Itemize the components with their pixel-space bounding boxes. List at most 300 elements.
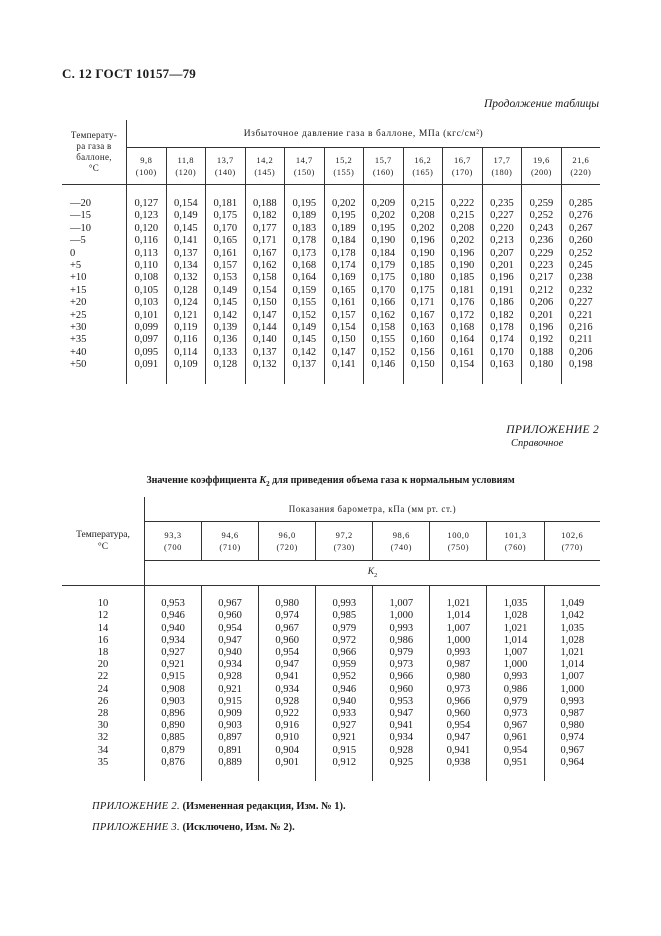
value-cell: 0,149 (206, 285, 246, 297)
value-cell: 1,049 (544, 598, 600, 610)
value-cell: 0,993 (487, 671, 544, 683)
value-cell: 0,227 (561, 297, 600, 309)
value-cell: 0,158 (245, 272, 285, 284)
value-cell: 0,124 (166, 297, 206, 309)
value-cell: 0,966 (373, 671, 430, 683)
table-row (62, 248, 600, 260)
column-header (285, 148, 325, 185)
value-cell: 0,175 (403, 285, 443, 297)
column-header (487, 522, 544, 561)
row-header-line: °С (97, 542, 109, 552)
spacer-cell (522, 372, 562, 384)
spacer-cell (206, 185, 246, 199)
value-cell: 0,934 (259, 684, 316, 696)
table-row (62, 745, 600, 757)
value-cell: 0,232 (561, 285, 600, 297)
value-cell: 0,142 (206, 310, 246, 322)
value-cell: 0,974 (544, 732, 600, 744)
spacer-cell (561, 372, 600, 384)
temperature-cell: +35 (62, 334, 127, 346)
temperature-cell: 18 (62, 647, 145, 659)
value-cell: 0,165 (324, 285, 364, 297)
value-cell: 0,137 (245, 347, 285, 359)
value-cell: 0,146 (364, 359, 404, 371)
value-cell: 0,145 (285, 334, 325, 346)
value-cell: 0,170 (482, 347, 522, 359)
value-cell: 0,179 (364, 260, 404, 272)
table-row (62, 659, 600, 671)
value-cell: 0,175 (206, 210, 246, 222)
value-cell: 0,145 (166, 223, 206, 235)
temperature-cell: 24 (62, 684, 145, 696)
value-cell: 0,904 (259, 745, 316, 757)
value-cell: 0,198 (561, 359, 600, 371)
value-cell: 0,925 (373, 757, 430, 769)
value-cell: 0,108 (134, 272, 159, 284)
footnote-label: ПРИЛОЖЕНИЕ 3. (92, 822, 180, 833)
value-cell: 0,986 (487, 684, 544, 696)
value-cell: 0,252 (561, 248, 600, 260)
spacer-cell (561, 185, 600, 199)
column-header (145, 522, 202, 561)
continuation-note: Продолжение таблицы (483, 98, 599, 110)
column-header-line: (100) (135, 167, 157, 177)
value-cell: 0,952 (316, 671, 373, 683)
column-header-line: (165) (412, 167, 434, 177)
temperature-cell: +50 (62, 359, 127, 371)
value-cell: 0,154 (443, 359, 483, 371)
value-cell: 0,189 (324, 223, 364, 235)
value-cell: 1,007 (430, 623, 487, 635)
table-row (62, 610, 600, 622)
value-cell: 0,934 (161, 634, 185, 646)
table-row (62, 647, 600, 659)
value-cell: 1,021 (544, 647, 600, 659)
value-cell: 0,276 (561, 210, 600, 222)
footnote-2 (92, 822, 295, 833)
value-cell: 0,915 (161, 671, 185, 683)
value-cell: 0,168 (285, 260, 325, 272)
value-cell: 0,167 (245, 248, 285, 260)
value-cell: 0,145 (206, 297, 246, 309)
value-cell: 0,149 (285, 322, 325, 334)
temperature-cell: 16 (62, 635, 145, 647)
temperature-cell: 10 (62, 598, 145, 610)
row-header-line: баллоне, (76, 152, 112, 162)
value-cell: 0,960 (430, 708, 487, 720)
value-cell: 0,185 (443, 272, 483, 284)
spacer-cell (62, 185, 127, 199)
column-header (443, 148, 483, 185)
temperature-cell: 34 (62, 745, 145, 757)
value-cell: 0,168 (443, 322, 483, 334)
column-header-line: 13,7 (216, 155, 234, 165)
value-cell: 0,927 (316, 720, 373, 732)
value-cell: 0,150 (403, 359, 443, 371)
spacer-cell (324, 372, 364, 384)
temperature-cell: 35 (62, 757, 145, 769)
value-cell: 0,954 (259, 647, 316, 659)
value-cell: 0,941 (373, 720, 430, 732)
temperature-cell: +25 (62, 310, 127, 322)
value-cell: 1,028 (487, 610, 544, 622)
value-cell: 0,921 (202, 684, 259, 696)
value-cell: 0,220 (482, 223, 522, 235)
value-cell: 0,157 (324, 310, 364, 322)
spacer-cell (202, 769, 259, 781)
value-cell: 0,897 (202, 732, 259, 744)
table-row (62, 720, 600, 732)
value-cell: 0,196 (522, 322, 562, 334)
table-row (62, 623, 600, 635)
value-cell: 0,161 (324, 297, 364, 309)
value-cell: 0,947 (430, 732, 487, 744)
column-header-line: (155) (333, 167, 355, 177)
spacer-cell (373, 586, 430, 599)
value-cell: 0,178 (324, 248, 364, 260)
appendix-title: ПРИЛОЖЕНИЕ 2 (506, 424, 599, 436)
caption-k-sub: 2 (266, 480, 270, 488)
column-header-line: 15,2 (335, 155, 353, 165)
value-cell: 0,213 (482, 235, 522, 247)
spacer-cell (285, 185, 325, 199)
spacer-row (62, 586, 600, 599)
value-cell: 0,928 (202, 671, 259, 683)
group-header: Показания барометра, кПа (мм рт. ст.) (145, 497, 601, 522)
value-cell: 0,113 (134, 247, 158, 259)
value-cell: 1,042 (544, 610, 600, 622)
footnote-label: ПРИЛОЖЕНИЕ 2. (92, 801, 180, 812)
value-cell: 0,164 (443, 334, 483, 346)
value-cell: 0,180 (522, 359, 562, 371)
column-header-line: (145) (254, 167, 276, 177)
value-cell: 0,132 (166, 272, 206, 284)
column-header-line: 100,0 (447, 530, 470, 540)
value-cell: 0,896 (161, 708, 185, 720)
column-header (166, 148, 206, 185)
value-cell: 0,144 (245, 322, 285, 334)
value-cell: 0,201 (522, 310, 562, 322)
temperature-cell: 26 (62, 696, 145, 708)
value-cell: 0,178 (285, 235, 325, 247)
value-cell: 0,206 (522, 297, 562, 309)
value-cell: 0,162 (364, 310, 404, 322)
value-cell: 0,178 (482, 322, 522, 334)
value-cell: 0,940 (202, 647, 259, 659)
value-cell: 1,035 (487, 598, 544, 610)
value-cell: 0,967 (202, 598, 259, 610)
column-header-line: 94,6 (221, 530, 239, 540)
value-cell: 1,028 (544, 635, 600, 647)
value-cell: 0,137 (166, 248, 206, 260)
column-header-line: 16,2 (414, 155, 432, 165)
value-cell: 0,890 (161, 720, 185, 732)
table-row (62, 696, 600, 708)
temperature-cell: —10 (62, 223, 127, 235)
value-cell: 0,954 (202, 623, 259, 635)
value-cell: 0,954 (487, 745, 544, 757)
value-cell: 0,980 (430, 671, 487, 683)
table-row (62, 310, 600, 322)
value-cell: 0,915 (202, 696, 259, 708)
value-cell: 0,235 (482, 198, 522, 210)
value-cell: 0,202 (443, 235, 483, 247)
value-cell: 0,160 (403, 334, 443, 346)
spacer-cell (403, 372, 443, 384)
value-cell: 0,934 (373, 732, 430, 744)
value-cell: 1,035 (544, 623, 600, 635)
table-row (62, 297, 600, 309)
table2-caption (0, 475, 661, 488)
column-header (544, 522, 600, 561)
table-row (62, 260, 600, 272)
column-header-line: 14,7 (295, 155, 313, 165)
table-row (62, 285, 600, 297)
value-cell: 0,188 (522, 347, 562, 359)
value-cell: 0,966 (430, 696, 487, 708)
value-cell: 0,941 (259, 671, 316, 683)
spacer-cell (364, 372, 404, 384)
table-row (62, 272, 600, 284)
value-cell: 0,141 (166, 235, 206, 247)
value-cell: 0,885 (161, 732, 185, 744)
value-cell: 0,157 (206, 260, 246, 272)
temperature-cell: +30 (62, 322, 127, 334)
value-cell: 0,993 (316, 598, 373, 610)
value-cell: 0,966 (316, 647, 373, 659)
value-cell: 0,172 (443, 310, 483, 322)
value-cell: 0,127 (134, 198, 159, 209)
temperature-cell: 28 (62, 708, 145, 720)
value-cell: 0,876 (161, 756, 185, 768)
value-cell: 0,192 (522, 334, 562, 346)
footnote-text: (Измененная редакция, Изм. № 1). (182, 801, 346, 812)
spacer-cell (245, 372, 285, 384)
value-cell: 0,159 (285, 285, 325, 297)
column-header (482, 148, 522, 185)
value-cell: 0,912 (316, 757, 373, 769)
value-cell: 0,879 (161, 744, 185, 756)
value-cell: 0,908 (161, 683, 185, 695)
row-header-line: ра газа в (76, 141, 112, 151)
k-subscript: 2 (374, 571, 378, 579)
value-cell: 0,238 (561, 272, 600, 284)
column-header-line: (200) (530, 167, 552, 177)
value-cell: 0,147 (324, 347, 364, 359)
spacer-cell (166, 185, 206, 199)
value-cell: 0,243 (522, 223, 562, 235)
column-header (324, 148, 364, 185)
value-cell: 0,967 (487, 720, 544, 732)
column-header-line: (220) (570, 167, 592, 177)
value-cell: 0,967 (544, 745, 600, 757)
value-cell: 0,980 (544, 720, 600, 732)
row-header-line: °С (88, 163, 100, 173)
header-row (62, 120, 600, 148)
value-cell: 0,154 (166, 198, 206, 210)
column-header-line: 97,2 (335, 530, 353, 540)
value-cell: 0,152 (364, 347, 404, 359)
value-cell: 0,169 (324, 272, 364, 284)
value-cell: 0,173 (285, 248, 325, 260)
spacer-cell (245, 185, 285, 199)
spacer-cell (482, 372, 522, 384)
value-cell: 0,190 (443, 260, 483, 272)
spacer-cell (364, 185, 404, 199)
table-row (62, 671, 600, 683)
temperature-cell: —20 (62, 198, 127, 210)
value-cell: 0,155 (285, 297, 325, 309)
value-cell: 0,161 (206, 248, 246, 260)
column-header-line: (720) (276, 542, 298, 552)
value-cell: 0,170 (364, 285, 404, 297)
value-cell: 0,091 (134, 359, 159, 371)
value-cell: 0,150 (245, 297, 285, 309)
value-cell: 0,110 (134, 260, 158, 272)
value-cell: 0,186 (482, 297, 522, 309)
spacer-cell (430, 586, 487, 599)
value-cell: 0,177 (245, 223, 285, 235)
spacer-cell (316, 769, 373, 781)
value-cell: 0,211 (561, 334, 600, 346)
value-cell: 0,910 (259, 732, 316, 744)
value-cell: 0,165 (206, 235, 246, 247)
temperature-cell: +5 (62, 260, 127, 272)
temperature-cell: 20 (62, 659, 145, 671)
value-cell: 0,184 (364, 248, 404, 260)
value-cell: 0,196 (443, 248, 483, 260)
caption-before: Значение коэффициента (146, 475, 257, 486)
value-cell: 0,149 (166, 210, 206, 222)
value-cell: 0,933 (316, 708, 373, 720)
spacer-cell (443, 185, 483, 199)
value-cell: 0,181 (443, 285, 483, 297)
row-header-cell (62, 497, 145, 586)
value-cell: 0,174 (482, 334, 522, 346)
value-cell: 0,915 (316, 745, 373, 757)
value-cell: 0,927 (161, 647, 185, 658)
column-header-line: (180) (491, 167, 513, 177)
spacer-cell (544, 769, 600, 781)
temperature-cell: —5 (62, 235, 127, 247)
temperature-cell: 0 (62, 248, 127, 260)
value-cell: 1,000 (430, 635, 487, 647)
temperature-cell: 32 (62, 732, 145, 744)
value-cell: 0,109 (166, 359, 206, 371)
column-header-line: 96,0 (278, 530, 296, 540)
value-cell: 1,021 (487, 623, 544, 635)
spacer-cell (145, 769, 202, 781)
column-header (373, 522, 430, 561)
value-cell: 0,947 (373, 708, 430, 720)
spacer-cell (127, 372, 167, 384)
value-cell: 0,267 (561, 223, 600, 235)
value-cell: 0,195 (324, 210, 364, 222)
value-cell: 0,972 (316, 635, 373, 647)
value-cell: 0,105 (134, 284, 159, 296)
value-cell: 0,903 (161, 695, 185, 707)
value-cell: 0,116 (166, 334, 206, 346)
group-header: Избыточное давление газа в баллоне, МПа (кгс/см²) (127, 120, 601, 148)
value-cell: 0,946 (316, 684, 373, 696)
k-symbol: K (367, 567, 375, 578)
value-cell: 0,928 (259, 696, 316, 708)
spacer-cell (166, 372, 206, 384)
spacer-cell (62, 372, 127, 384)
spacer-cell (324, 185, 364, 199)
temperature-cell: 30 (62, 720, 145, 732)
table-row (62, 322, 600, 334)
value-cell: 0,946 (161, 610, 185, 622)
value-cell: 0,209 (364, 198, 404, 210)
value-cell: 0,183 (285, 223, 325, 235)
value-cell: 0,921 (161, 659, 185, 671)
temperature-cell: 12 (62, 610, 145, 622)
temperature-cell: +40 (62, 347, 127, 359)
pressure-coefficient-table (62, 120, 600, 384)
value-cell: 0,202 (403, 223, 443, 235)
column-header-line: 101,3 (504, 530, 527, 540)
value-cell: 0,123 (134, 210, 159, 222)
value-cell: 0,236 (522, 235, 562, 247)
spacer-cell (544, 586, 600, 599)
column-header-line: (730) (333, 542, 355, 552)
spacer-row (62, 372, 600, 384)
k-label (145, 561, 601, 586)
value-cell: 0,103 (134, 297, 159, 309)
caption-k: K (259, 475, 267, 486)
column-header (202, 522, 259, 561)
column-header-line: 17,7 (493, 155, 511, 165)
temperature-cell: +20 (62, 297, 127, 309)
value-cell: 0,134 (166, 260, 206, 272)
temperature-cell: +10 (62, 272, 127, 284)
value-cell: 0,206 (561, 347, 600, 359)
value-cell: 0,934 (202, 659, 259, 671)
column-header (403, 148, 443, 185)
spacer-cell (259, 586, 316, 599)
page-header: С. 12 ГОСТ 10157—79 (62, 66, 196, 81)
value-cell: 0,189 (285, 210, 325, 222)
table-row (62, 359, 600, 371)
value-cell: 1,007 (544, 671, 600, 683)
table-row (62, 210, 600, 222)
caption-after: для приведения объема газа к нормальным условиям (272, 475, 515, 486)
value-cell: 0,171 (245, 235, 285, 247)
table-row (62, 598, 600, 610)
column-header-line: 98,6 (392, 530, 410, 540)
column-header (364, 148, 404, 185)
value-cell: 0,150 (324, 334, 364, 346)
value-cell: 0,116 (134, 235, 158, 247)
footnote-1 (92, 801, 346, 812)
table-row (62, 708, 600, 720)
table-row (62, 223, 600, 235)
table-row (62, 684, 600, 696)
value-cell: 0,901 (259, 757, 316, 769)
spacer-cell (403, 185, 443, 199)
value-cell: 0,154 (324, 322, 364, 334)
value-cell: 0,979 (373, 647, 430, 659)
value-cell: 0,938 (430, 757, 487, 769)
column-header (259, 522, 316, 561)
value-cell: 0,993 (373, 623, 430, 635)
spacer-cell (430, 769, 487, 781)
spacer-cell (522, 185, 562, 199)
value-cell: 0,196 (482, 272, 522, 284)
row-header-cell (62, 120, 127, 185)
row-header-line: Температу- (70, 130, 118, 140)
